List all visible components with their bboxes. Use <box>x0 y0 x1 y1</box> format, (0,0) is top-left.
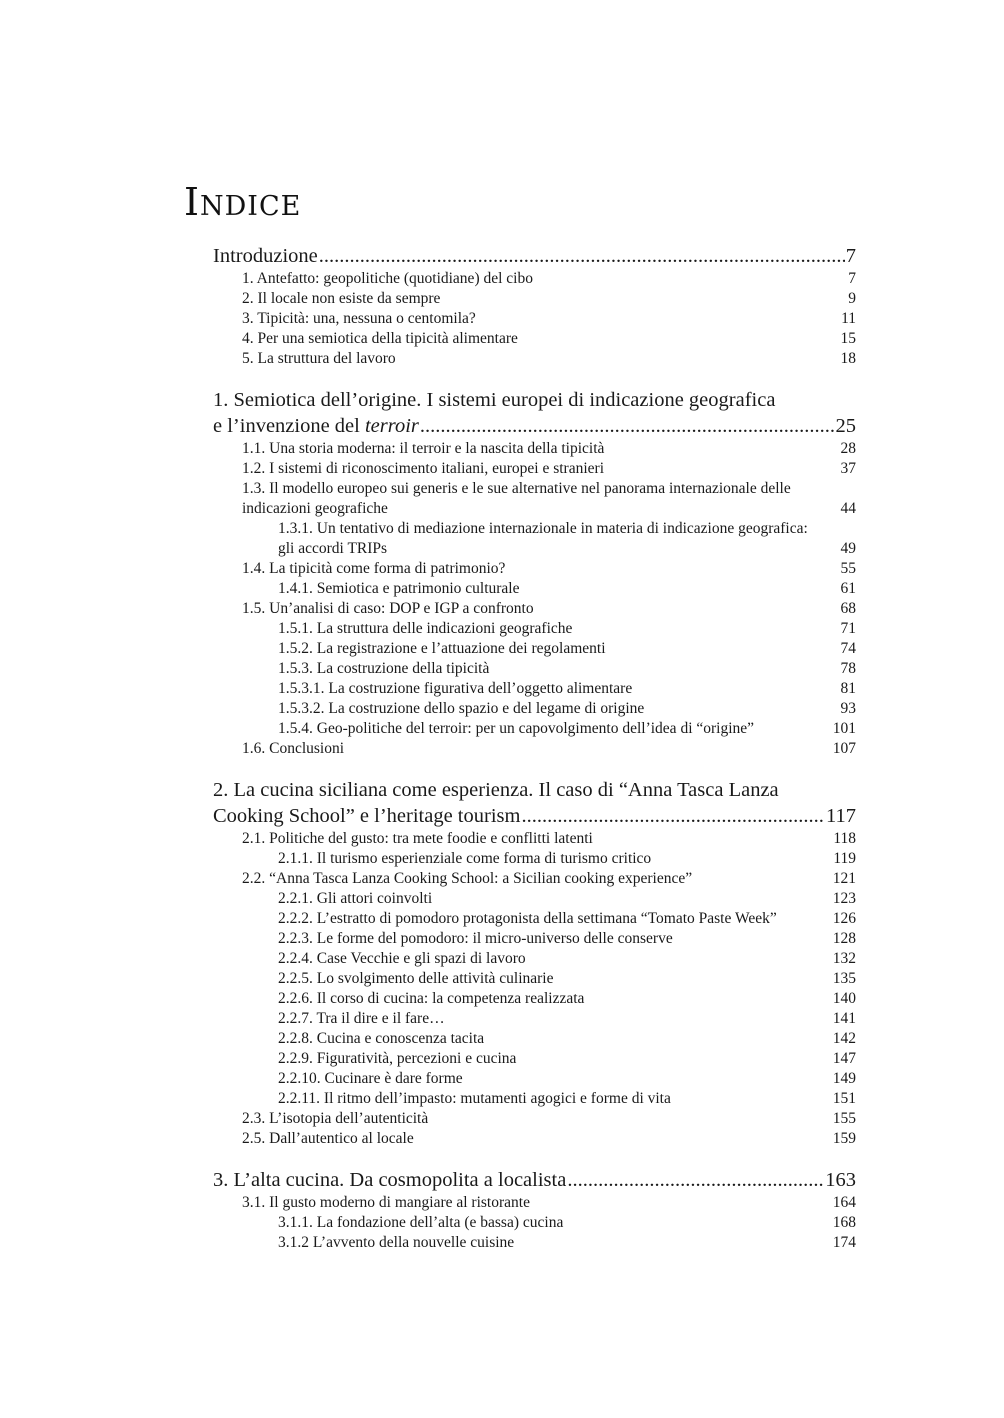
entry-label: 1.1. Una storia moderna: il terroir e la nascita della tipicità <box>242 440 605 457</box>
toc-entry[interactable] <box>213 599 856 619</box>
chapter-title: Cooking School” e l’heritage tourism <box>213 805 521 827</box>
toc-entry[interactable] <box>213 1233 856 1253</box>
entry-page: 151 <box>832 1090 856 1107</box>
toc-entry[interactable] <box>213 829 856 849</box>
entry-label: 2.2.2. L’estratto di pomodoro protagonista della settimana “Tomato Paste Week” <box>278 910 777 927</box>
entry-page: 15 <box>840 330 856 347</box>
entry-label: 5. La struttura del lavoro <box>242 350 396 367</box>
toc-entry[interactable] <box>213 929 856 949</box>
entry-page: 101 <box>832 720 856 737</box>
toc-entry[interactable] <box>213 579 856 599</box>
toc-entry[interactable] <box>213 439 856 459</box>
toc-entry[interactable] <box>213 989 856 1009</box>
entry-label: 2.2.4. Case Vecchie e gli spazi di lavoro <box>278 950 526 967</box>
entry-label: 1.5.3. La costruzione della tipicità <box>278 660 490 677</box>
toc-entry[interactable] <box>213 329 856 349</box>
entry-label: 2.1.1. Il turismo esperienziale come forma di turismo critico <box>278 850 652 867</box>
toc-entry[interactable] <box>213 719 856 739</box>
entry-label: 1.5. Un’analisi di caso: DOP e IGP a confronto <box>242 600 534 617</box>
entry-page: 61 <box>840 580 856 597</box>
chapter-heading[interactable] <box>213 243 856 269</box>
entry-page: 81 <box>840 680 856 697</box>
entry-label: 2. Il locale non esiste da sempre <box>242 290 441 307</box>
entry-page: 118 <box>833 830 856 847</box>
toc-entry[interactable] <box>213 659 856 679</box>
entry-page: 141 <box>832 1010 856 1027</box>
toc-entry[interactable] <box>213 1029 856 1049</box>
toc-entry[interactable] <box>213 309 856 329</box>
entry-label: 2.2.8. Cucina e conoscenza tacita <box>278 1030 485 1047</box>
toc-entry[interactable] <box>213 739 856 759</box>
entry-page: 132 <box>832 950 856 967</box>
chapter-introduzione <box>213 243 856 369</box>
toc-entry[interactable] <box>213 1089 856 1109</box>
entry-page: 78 <box>840 660 856 677</box>
toc-entry[interactable] <box>213 869 856 889</box>
toc-entry[interactable] <box>213 269 856 289</box>
chapter-title: e l’invenzione del terroir <box>213 415 419 437</box>
entry-label: 3.1. Il gusto moderno di mangiare al ristorante <box>242 1194 530 1211</box>
chapter-heading[interactable] <box>213 777 856 829</box>
entry-page: 159 <box>832 1130 856 1147</box>
toc-entry[interactable] <box>213 289 856 309</box>
entry-page: 93 <box>840 700 856 717</box>
entry-page: 68 <box>840 600 856 617</box>
entry-page: 11 <box>841 310 856 327</box>
toc-entry[interactable] <box>213 1109 856 1129</box>
table-of-contents <box>213 243 856 1271</box>
entry-label: 2.3. L’isotopia dell’autenticità <box>242 1110 429 1127</box>
page-title: Indice <box>184 180 302 224</box>
toc-entry[interactable] <box>213 679 856 699</box>
toc-entry[interactable] <box>213 849 856 869</box>
toc-entry[interactable] <box>213 479 856 519</box>
toc-entry[interactable] <box>213 519 856 559</box>
toc-entry[interactable] <box>213 969 856 989</box>
entry-label: 1.3. Il modello europeo sui generis e le sue alternative nel panorama internazionale delle indicazioni geografiche <box>242 480 791 517</box>
entry-label: 2.2.5. Lo svolgimento delle attività culinarie <box>278 970 554 987</box>
toc-entry[interactable] <box>213 1213 856 1233</box>
entry-page: 107 <box>832 740 856 757</box>
toc-entry[interactable] <box>213 1193 856 1213</box>
entry-page: 71 <box>840 620 856 637</box>
chapter-heading[interactable] <box>213 1167 856 1193</box>
entry-page: 140 <box>832 990 856 1007</box>
chapter-title-line: 1. Semiotica dell’origine. I sistemi europei di indicazione geografica <box>213 389 776 411</box>
toc-entry[interactable] <box>213 559 856 579</box>
chapter-2 <box>213 777 856 1149</box>
entry-label: 1.4.1. Semiotica e patrimonio culturale <box>278 580 520 597</box>
chapter-page: 163 <box>825 1169 856 1191</box>
entry-page: 135 <box>832 970 856 987</box>
entry-label: 2.2.10. Cucinare è dare forme <box>278 1070 463 1087</box>
entry-label: 4. Per una semiotica della tipicità alimentare <box>242 330 518 347</box>
entry-label: 2.2.3. Le forme del pomodoro: il micro-universo delle conserve <box>278 930 673 947</box>
entry-label: 2.2.7. Tra il dire e il fare… <box>278 1010 445 1027</box>
entry-page: 9 <box>848 290 856 307</box>
chapter-page: 117 <box>826 805 856 827</box>
entry-label: 1.5.2. La registrazione e l’attuazione dei regolamenti <box>278 640 606 657</box>
entry-label: 3. Tipicità: una, nessuna o centomila? <box>242 310 476 327</box>
entry-page: 147 <box>832 1050 856 1067</box>
entry-label: 1.5.3.2. La costruzione dello spazio e del legame di origine <box>278 700 645 717</box>
chapter-3 <box>213 1167 856 1253</box>
chapter-1 <box>213 387 856 759</box>
chapter-title: Introduzione <box>213 245 318 267</box>
entry-label: 1.5.1. La struttura delle indicazioni geografiche <box>278 620 573 637</box>
entry-page: 28 <box>840 440 856 457</box>
entry-page: 155 <box>832 1110 856 1127</box>
entry-page: 168 <box>832 1214 856 1231</box>
entry-page: 126 <box>832 910 856 927</box>
entry-label: 1.2. I sistemi di riconoscimento italiani, europei e stranieri <box>242 460 605 477</box>
entry-page: 142 <box>832 1030 856 1047</box>
entry-label: 1.3.1. Un tentativo di mediazione internazionale in materia di indicazione geografica: gli accordi TRIPs <box>278 520 808 557</box>
entry-label: 3.1.1. La fondazione dell’alta (e bassa) cucina <box>278 1214 564 1231</box>
entry-page: 164 <box>832 1194 856 1211</box>
entry-page: 37 <box>840 460 856 477</box>
toc-entry[interactable] <box>213 459 856 479</box>
entry-page: 49 <box>840 540 856 557</box>
entry-page: 128 <box>832 930 856 947</box>
leader-dots <box>567 1167 824 1193</box>
entry-label: 1.5.3.1. La costruzione figurativa dell’oggetto alimentare <box>278 680 633 697</box>
entry-page: 74 <box>840 640 856 657</box>
entry-page: 174 <box>832 1234 856 1251</box>
toc-entry[interactable] <box>213 1009 856 1029</box>
entry-label: 1.5.4. Geo-politiche del terroir: per un capovolgimento dell’idea di “origine” <box>278 720 755 737</box>
toc-entry[interactable] <box>213 1129 856 1149</box>
toc-entry[interactable] <box>213 349 856 369</box>
entry-label: 2.2.9. Figuratività, percezioni e cucina <box>278 1050 517 1067</box>
chapter-title: 3. L’alta cucina. Da cosmopolita a localista <box>213 1169 567 1191</box>
entry-label: 1.4. La tipicità come forma di patrimonio? <box>242 560 506 577</box>
leader-dots <box>319 243 845 269</box>
toc-entry[interactable] <box>213 1049 856 1069</box>
entry-page: 149 <box>832 1070 856 1087</box>
leader-dots <box>521 803 825 829</box>
entry-label: 2.1. Politiche del gusto: tra mete foodie e conflitti latenti <box>242 830 593 847</box>
toc-entry[interactable] <box>213 639 856 659</box>
entry-label: 1. Antefatto: geopolitiche (quotidiane) del cibo <box>242 270 533 287</box>
leader-dots <box>420 413 835 439</box>
toc-entry[interactable] <box>213 909 856 929</box>
entry-label: 3.1.2 L’avvento della nouvelle cuisine <box>278 1234 515 1251</box>
chapter-page: 25 <box>835 415 856 437</box>
entry-page: 121 <box>832 870 856 887</box>
chapter-title-line: 2. La cucina siciliana come esperienza. Il caso di “Anna Tasca Lanza <box>213 779 779 801</box>
entry-label: 2.2. “Anna Tasca Lanza Cooking School: a Sicilian cooking experience” <box>242 870 693 887</box>
entry-page: 119 <box>833 850 856 867</box>
entry-page: 7 <box>848 270 856 287</box>
toc-entry[interactable] <box>213 1069 856 1089</box>
entry-label: 2.5. Dall’autentico al locale <box>242 1130 414 1147</box>
entry-page: 18 <box>840 350 856 367</box>
entry-label: 2.2.11. Il ritmo dell’impasto: mutamenti agogici e forme di vita <box>278 1090 671 1107</box>
chapter-heading[interactable] <box>213 387 856 439</box>
entry-label: 1.6. Conclusioni <box>242 740 345 757</box>
toc-entry[interactable] <box>213 699 856 719</box>
entry-page: 44 <box>840 500 856 517</box>
toc-entry[interactable] <box>213 889 856 909</box>
toc-entry[interactable] <box>213 949 856 969</box>
entry-page: 123 <box>832 890 856 907</box>
entry-page: 55 <box>840 560 856 577</box>
toc-entry[interactable] <box>213 619 856 639</box>
entry-label: 2.2.1. Gli attori coinvolti <box>278 890 433 907</box>
entry-label: 2.2.6. Il corso di cucina: la competenza realizzata <box>278 990 585 1007</box>
chapter-page: 7 <box>845 245 856 267</box>
